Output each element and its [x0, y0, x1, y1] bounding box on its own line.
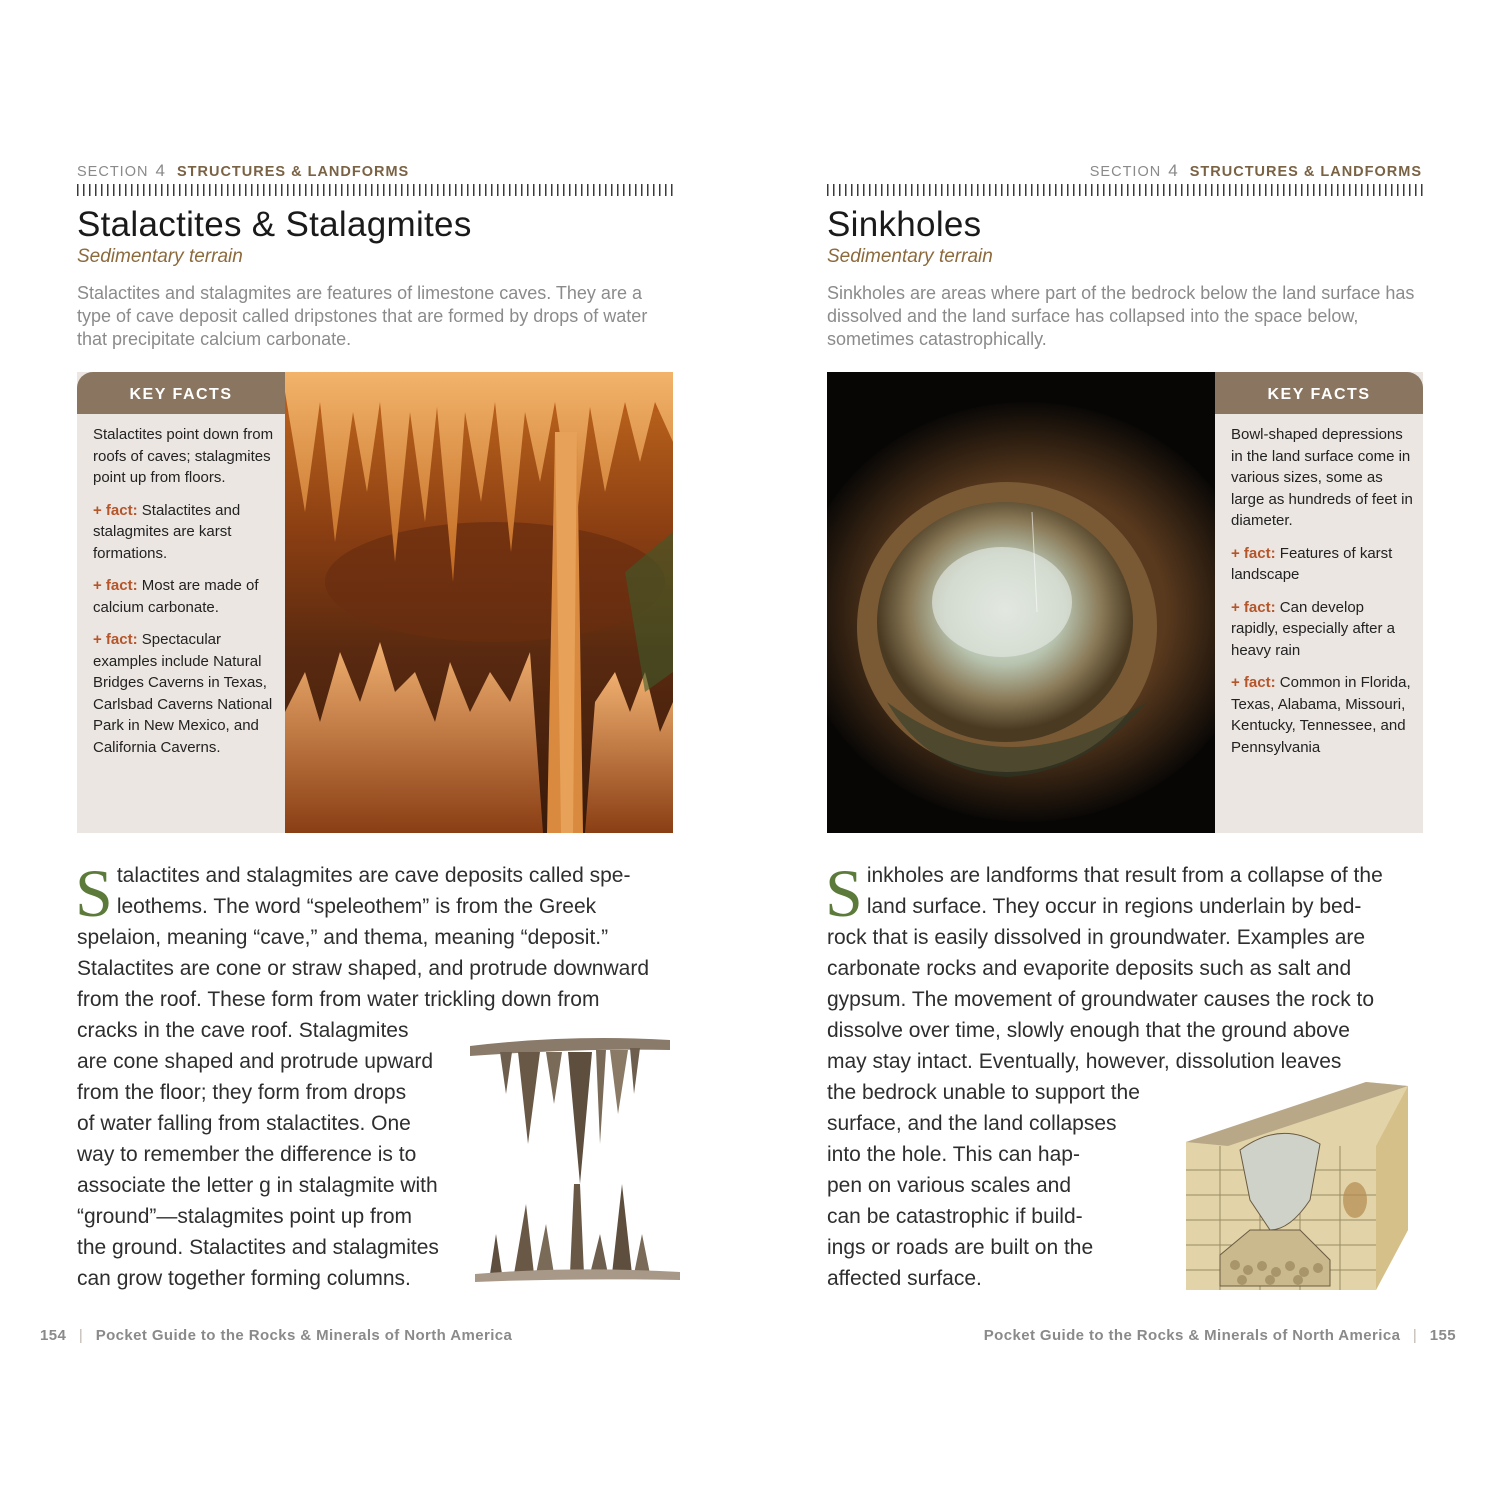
- section-header: [77, 161, 409, 181]
- page-footer: [984, 1327, 1456, 1344]
- fact-text: Most are made of calcium carbonate.: [93, 577, 259, 616]
- section-number: 4: [155, 161, 166, 180]
- fact-label: + fact:: [1231, 598, 1276, 616]
- body-line: the bedrock unable to support the: [827, 1081, 1140, 1104]
- body-line: leothems. The word “speleothem” is from the Greek: [116, 895, 597, 918]
- body-line: gypsum. The movement of groundwater causes the rock to: [827, 988, 1375, 1011]
- drop-cap: S: [825, 855, 863, 931]
- fact-text: Features of karst landscape: [1231, 544, 1393, 583]
- fact-item: [1231, 672, 1415, 758]
- footer-separator: |: [78, 1327, 84, 1344]
- section-prefix: SECTION: [77, 164, 149, 180]
- body-line: cracks in the cave roof. Stalagmites: [77, 1019, 409, 1042]
- right-page: [750, 0, 1500, 1500]
- body-line: spelaion, meaning “cave,” and thema, meaning “deposit.”: [77, 926, 609, 949]
- sinkhole-cross-section-illustration: [1180, 1080, 1412, 1292]
- fact-item: [1231, 597, 1415, 662]
- fact-item: [93, 629, 277, 758]
- page-footer: [40, 1327, 512, 1344]
- key-facts-body: [1215, 414, 1423, 758]
- stalactite-stalagmite-illustration: [470, 1034, 685, 1284]
- page-subtitle: Sedimentary terrain: [77, 246, 243, 267]
- body-line: Stalactites are cone or straw shaped, and protrude downward: [77, 957, 649, 980]
- sinkhole-photo: [827, 372, 1215, 833]
- page-number: 155: [1429, 1327, 1456, 1344]
- fact-item: [1231, 543, 1415, 586]
- body-line: way to remember the difference is to: [77, 1143, 417, 1166]
- fact-text: Common in Florida, Texas, Alabama, Missouri, Kentucky, Tennessee, and Pennsylvania: [1231, 674, 1411, 756]
- header-ruler: [77, 184, 673, 196]
- body-line: can be catastrophic if build-: [827, 1205, 1083, 1228]
- header-ruler: [827, 184, 1423, 196]
- section-number: 4: [1168, 161, 1179, 180]
- page-title: Sinkholes: [827, 205, 982, 244]
- body-line: surface, and the land collapses: [827, 1112, 1117, 1135]
- body-line: talactites and stalagmites are cave deposits called spe-: [116, 864, 631, 887]
- fact-label: + fact:: [93, 501, 138, 519]
- fact-text: Stalactites and stalagmites are karst formations.: [93, 501, 241, 562]
- page-title: Stalactites & Stalagmites: [77, 205, 472, 244]
- body-line: land surface. They occur in regions underlain by bed-: [866, 895, 1362, 918]
- book-title: Pocket Guide to the Rocks & Minerals of North America: [95, 1327, 513, 1344]
- fact-label: + fact:: [93, 577, 138, 594]
- section-header: [1090, 161, 1422, 181]
- body-line: are cone shaped and protrude upward: [77, 1050, 434, 1073]
- fact-label: + fact:: [1231, 674, 1276, 691]
- cave-stalactites-photo: [285, 372, 673, 833]
- key-facts-header: KEY FACTS: [1215, 372, 1423, 414]
- section-name: STRUCTURES & LANDFORMS: [1189, 164, 1422, 180]
- footer-separator: |: [1412, 1327, 1418, 1344]
- page-subtitle: Sedimentary terrain: [827, 246, 993, 267]
- key-facts-panel: [1215, 372, 1423, 833]
- body-line: from the roof. These form from water trickling down from: [77, 988, 600, 1011]
- key-facts-panel: [77, 372, 285, 833]
- body-line: affected surface.: [827, 1267, 982, 1290]
- fact-item: [93, 575, 277, 618]
- key-facts-body: [77, 414, 285, 758]
- section-prefix: SECTION: [1089, 164, 1162, 180]
- body-line: from the floor; they form from drops: [77, 1081, 407, 1104]
- body-line: the ground. Stalactites and stalagmites: [77, 1236, 439, 1259]
- fact-text: Spectacular examples include Natural Bridges Caverns in Texas, Carlsbad Caverns National Park in New Mexico, and California Caverns.: [93, 631, 273, 756]
- key-facts-intro: Bowl-shaped depressions in the land surface come in various sizes, some as large as hundreds of feet in diameter.: [1231, 426, 1413, 529]
- facts-block: [827, 372, 1423, 833]
- facts-block: [77, 372, 673, 833]
- body-line: associate the letter g in stalagmite with: [77, 1174, 438, 1197]
- body-line: can grow together forming columns.: [77, 1267, 411, 1290]
- key-facts-intro: Stalactites point down from roofs of caves; stalagmites point up from floors.: [93, 426, 274, 486]
- fact-text: Can develop rapidly, especially after a heavy rain: [1231, 598, 1395, 659]
- body-line: “ground”—stalagmites point up from: [77, 1205, 412, 1228]
- fact-item: [93, 500, 277, 565]
- body-line: pen on various scales and: [827, 1174, 1071, 1197]
- page-number: 154: [40, 1327, 67, 1344]
- intro-paragraph: Stalactites and stalagmites are features of limestone caves. They are a type of cave deposit called dripstones that are formed by drops of water that precipitate calcium carbonate.: [77, 283, 648, 349]
- body-line: into the hole. This can hap-: [827, 1143, 1080, 1166]
- fact-label: + fact:: [93, 631, 138, 648]
- body-line: rock that is easily dissolved in groundwater. Examples are: [827, 926, 1366, 949]
- drop-cap: S: [75, 855, 113, 931]
- fact-label: + fact:: [1231, 544, 1276, 562]
- intro-paragraph: Sinkholes are areas where part of the bedrock below the land surface has dissolved and the land surface has collapsed into the space below, sometimes catastrophically.: [827, 283, 1415, 349]
- body-line: of water falling from stalactites. One: [77, 1112, 411, 1135]
- key-facts-header: KEY FACTS: [77, 372, 285, 414]
- book-title: Pocket Guide to the Rocks & Minerals of North America: [983, 1327, 1401, 1344]
- body-line: inkholes are landforms that result from a collapse of the: [866, 864, 1383, 887]
- body-line: dissolve over time, slowly enough that the ground above: [827, 1019, 1350, 1042]
- body-line: carbonate rocks and evaporite deposits such as salt and: [827, 957, 1352, 980]
- body-line: may stay intact. Eventually, however, dissolution leaves: [827, 1050, 1342, 1073]
- section-name: STRUCTURES & LANDFORMS: [176, 164, 410, 180]
- body-line: ings or roads are built on the: [827, 1236, 1094, 1259]
